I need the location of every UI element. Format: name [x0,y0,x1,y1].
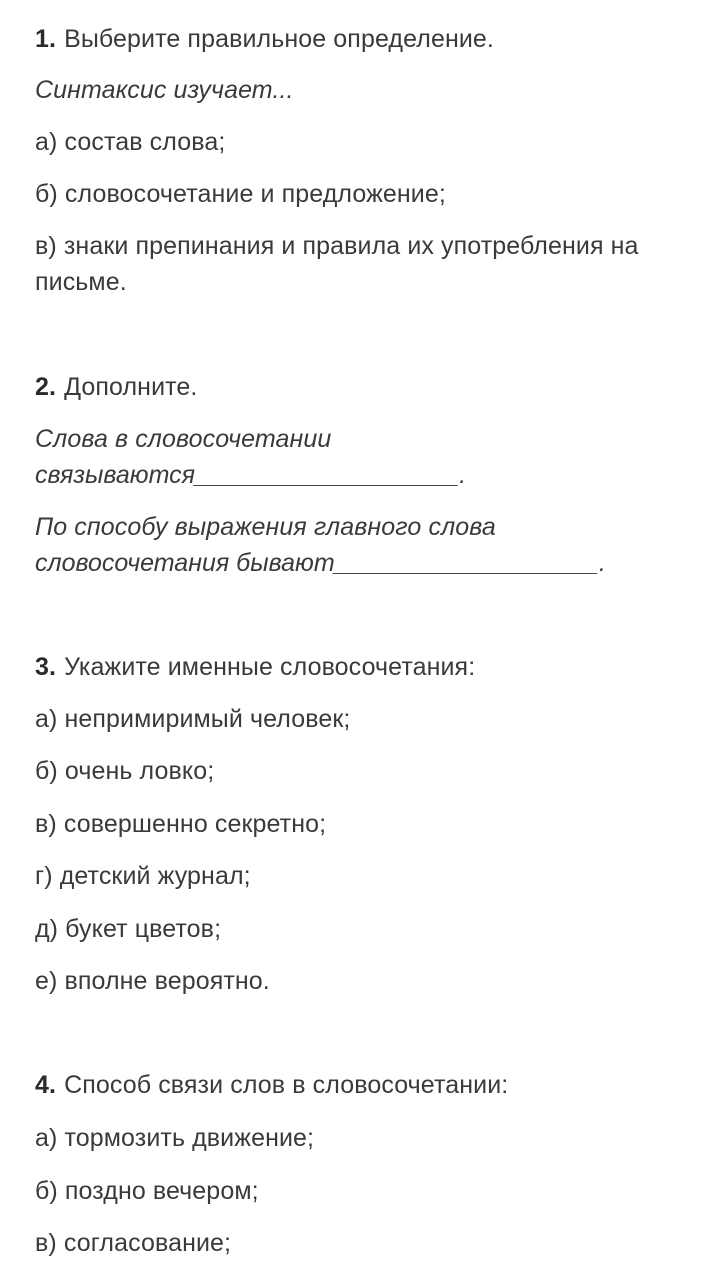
question-1-number: 1. [35,25,57,53]
question-1-stem: Синтаксис изучает... [35,76,294,104]
question-3-prompt: Укажите именные словосочетания: [64,653,476,681]
question-1-option-c-continued: письме. [35,268,127,296]
question-2-line-2: связываются___________________. [35,461,467,489]
question-1-option-c: в) знаки препинания и правила их употребления на [35,232,639,260]
question-4-option-b: б) поздно вечером; [35,1177,259,1205]
question-3-heading [35,650,475,684]
question-1-option-a: а) состав слова; [35,128,226,156]
question-3-option-a: а) непримиримый человек; [35,705,351,733]
question-2-number: 2. [35,373,57,401]
question-4-prompt: Способ связи слов в словосочетании: [64,1071,509,1099]
question-3-option-d: г) детский журнал; [35,862,251,890]
question-2-prompt: Дополните. [64,373,198,401]
question-4-option-a: а) тормозить движение; [35,1124,315,1152]
question-2-line-4: словосочетания бывают___________________. [35,549,606,577]
question-3-option-e: д) букет цветов; [35,915,222,943]
question-1-prompt: Выберите правильное определение. [64,25,494,53]
question-4-heading [35,1068,508,1102]
question-4-option-c: в) согласование; [35,1229,232,1257]
question-2-heading [35,370,197,404]
question-3-option-f: е) вполне вероятно. [35,967,270,995]
question-4-number: 4. [35,1071,57,1099]
question-1-heading [35,22,494,56]
question-2-line-1: Слова в словосочетании [35,425,332,453]
question-1-option-b: б) словосочетание и предложение; [35,180,446,208]
question-3-number: 3. [35,653,57,681]
question-2-line-3: По способу выражения главного слова [35,513,496,541]
question-3-option-b: б) очень ловко; [35,757,215,785]
question-3-option-c: в) совершенно секретно; [35,810,327,838]
